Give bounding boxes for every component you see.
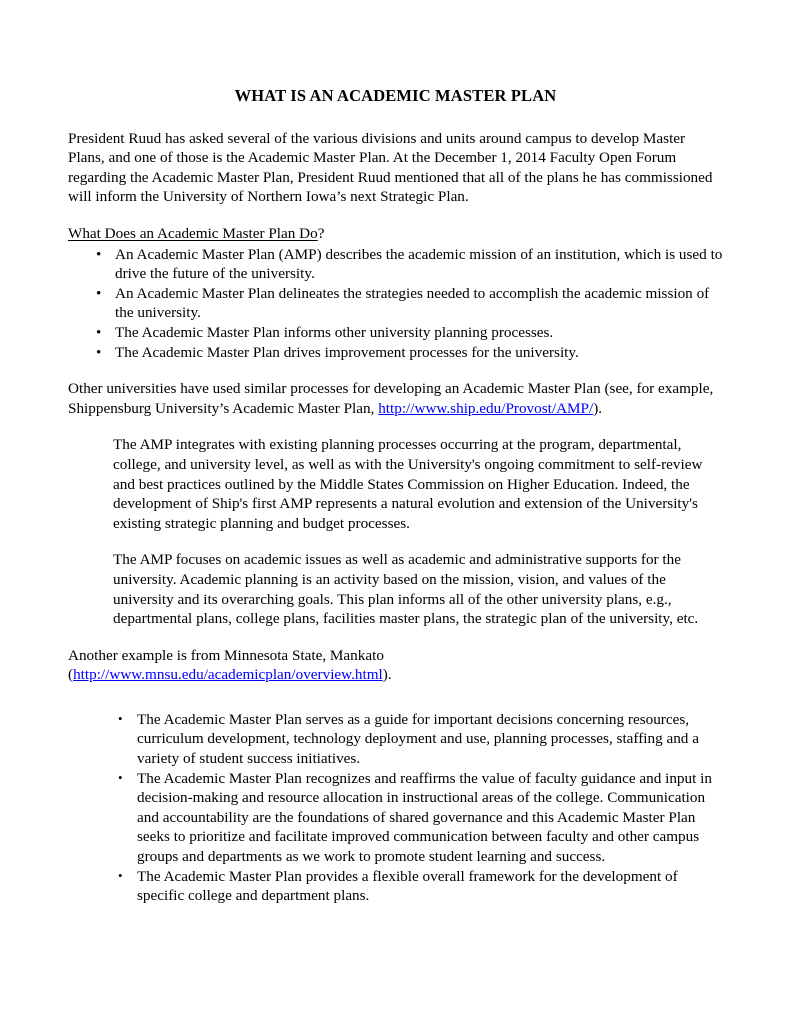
intro-paragraph: President Ruud has asked several of the various divisions and units around campus to develop Master Plans, and one of those is the Academic Master Plan. At the December 1, 2014 Faculty Open Forum regarding the Academic Master Plan, President Ruud mentioned that all of the plans he has commissioned will inform the University of Northern Iowa’s next Strategic Plan. — [68, 129, 713, 206]
list-item — [68, 710, 723, 769]
mankato-academicplan-link[interactable]: http://www.mnsu.edu/academicplan/overview.html — [73, 666, 383, 684]
shippensburg-intro-text-before: Other universities have used similar processes for developing an Academic Master Plan (see, for example, Shippensburg University’s Academic Master Plan, — [68, 380, 714, 417]
shippensburg-amp-link[interactable]: http://www.ship.edu/Provost/AMP/ — [378, 399, 594, 417]
list-item-text: The Academic Master Plan serves as a guide for important decisions concerning resources, curriculum development, technology deployment and use, planning processes, staffing and a variety of student success initiatives. — [137, 710, 699, 768]
shippensburg-intro-paragraph — [68, 379, 723, 418]
mankato-intro-text: Another example is from Minnesota State, Mankato — [68, 646, 384, 664]
list-item-text: The Academic Master Plan recognizes and reaffirms the value of faculty guidance and input in decision-making and resource allocation in instructional areas of the college. Communication and accountability are the foundations of shared governance and this Academic Master Plan seeks to prioritize and facilitate improved communication between faculty and other campus groups and departments as we work to promote student learning and success. — [137, 769, 712, 866]
bullet-icon: • — [96, 343, 102, 361]
section-heading-underlined: What Does an Academic Master Plan Do — [68, 225, 318, 242]
section-heading-question-mark: ? — [317, 225, 325, 242]
list-spacer — [68, 702, 723, 710]
list-item — [68, 284, 723, 323]
list-item-text: The Academic Master Plan provides a flexible overall framework for the development of specific college and department plans. — [137, 867, 678, 905]
list-item — [68, 323, 723, 343]
bullet-icon: • — [96, 323, 102, 341]
list-item — [68, 343, 723, 363]
bullet-icon: • — [96, 284, 102, 302]
quote-paragraph: The AMP integrates with existing planning processes occurring at the program, departmental, college, and university level, as well as with the University's ongoing commitment to self-review and best practices outlined by the Middle States Commission on Higher Education. Indeed, the development of Ship's first AMP represents a natural evolution and extension of the University's existing strategic planning and budget processes. — [113, 436, 703, 532]
bullet-icon: • — [96, 245, 102, 263]
mankato-intro-paragraph — [68, 646, 723, 685]
list-item — [68, 867, 723, 906]
shippensburg-quote-block — [68, 435, 723, 628]
list-item-text: An Academic Master Plan delineates the strategies needed to accomplish the academic mission of the university. — [115, 284, 710, 322]
document-content — [68, 86, 723, 906]
list-item-text: The Academic Master Plan informs other university planning processes. — [115, 323, 554, 341]
bullet-icon: • — [118, 867, 123, 883]
list-item — [68, 769, 723, 867]
mankato-bullet-list — [68, 710, 723, 906]
section-heading — [68, 224, 723, 244]
capabilities-list — [68, 245, 723, 363]
quote-paragraph: The AMP focuses on academic issues as well as academic and administrative supports for the university. Academic planning is an activity based on the mission, vision, and values of the university and its overarching goals. This plan informs all of the other university plans, e.g., departmental plans, college plans, facilities master plans, the strategic plan of the university, etc. — [113, 551, 699, 628]
list-item-text: The Academic Master Plan drives improvement processes for the university. — [115, 343, 579, 361]
list-item — [68, 245, 723, 284]
mankato-link-suffix: ). — [382, 666, 392, 684]
list-item-text: An Academic Master Plan (AMP) describes the academic mission of an institution, which is used to drive the future of the university. — [115, 245, 723, 283]
shippensburg-intro-text-after: ). — [593, 399, 603, 417]
bullet-icon: • — [118, 769, 123, 785]
page-title: WHAT IS AN ACADEMIC MASTER PLAN — [234, 86, 557, 105]
mankato-link-prefix: ( — [68, 666, 74, 684]
bullet-icon: • — [118, 710, 123, 726]
